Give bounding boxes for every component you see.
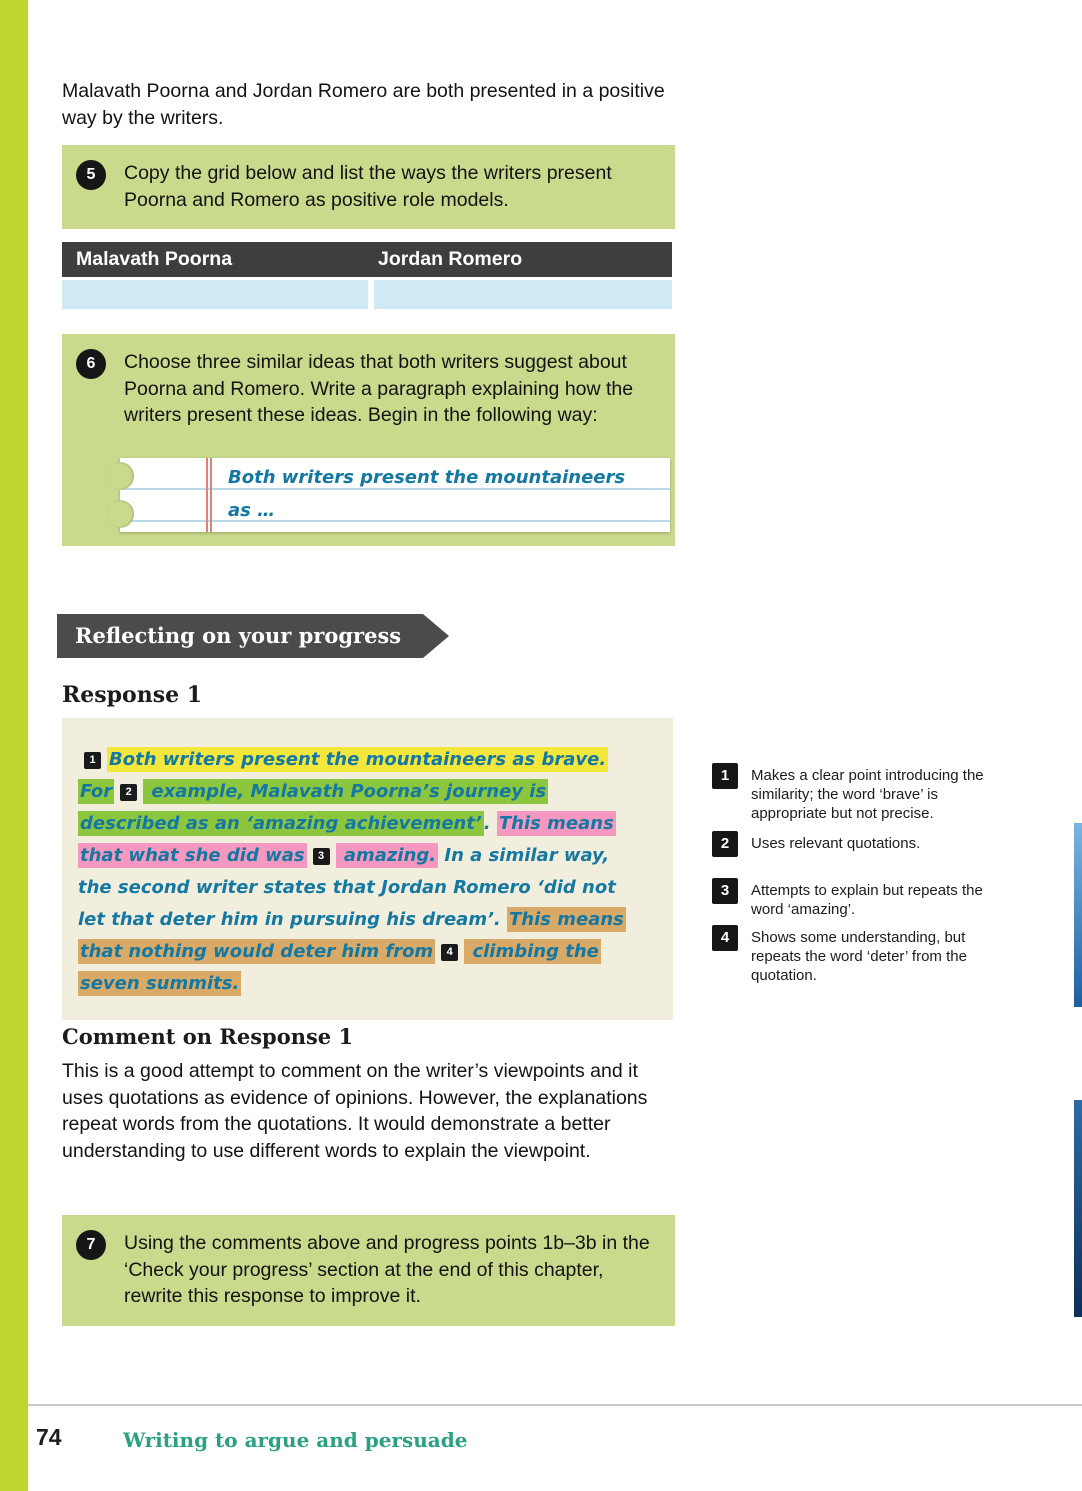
- chapter-footer-title: Writing to argue and persuade: [123, 1428, 468, 1452]
- comparison-grid-row: [62, 280, 672, 309]
- annotation-number-badge: 4: [712, 925, 738, 951]
- task-6-box: [62, 334, 675, 546]
- comparison-grid: [62, 242, 672, 309]
- grid-header-jordan-romero: Jordan Romero: [378, 248, 523, 270]
- notebook-sentence-starter: Both writers present the mountaineers as …: [228, 467, 626, 521]
- task-7-box: [62, 1215, 675, 1326]
- task-7-number-badge: 7: [76, 1230, 106, 1260]
- response-marker-1: 1: [84, 752, 101, 769]
- response-text-segment: In a similar way, the second writer states that Jordan Romero ‘did not let that deter him in pursuing his dream’.: [78, 845, 616, 930]
- annotation-number-badge: 2: [712, 831, 738, 857]
- comment-paragraph: This is a good attempt to comment on the writer’s viewpoints and it uses quotations as evidence of opinions. However, the explanations repeat words from the quotations. It would demonstrate a better understanding to use different words to explain the viewpoint.: [62, 1060, 648, 1162]
- response-text-segment: This means that what she did was: [80, 813, 614, 866]
- notebook-margin-line: [206, 458, 212, 532]
- torn-paper-notch: [106, 500, 134, 528]
- task-6-text: Choose three similar ideas that both writers suggest about Poorna and Romero. Write a paragraph explaining how the writers present these ideas. Begin in the following way:: [124, 351, 634, 426]
- page-spine-stripe: [0, 0, 28, 1491]
- grid-cell-poorna: [62, 280, 368, 309]
- response-1-heading: Response 1: [62, 682, 203, 708]
- response-text-segment: For: [80, 781, 113, 802]
- response-text-segment: climbing the seven summits.: [80, 941, 599, 994]
- grid-cell-romero: [374, 280, 672, 309]
- annotation-number-badge: 1: [712, 763, 738, 789]
- comment-heading: Comment on Response 1: [62, 1024, 354, 1049]
- annotation-number-badge: 3: [712, 878, 738, 904]
- response-marker-3: 3: [313, 848, 330, 865]
- response-marker-4: 4: [441, 944, 458, 961]
- response-1-text: [78, 744, 649, 1000]
- intro-paragraph: Malavath Poorna and Jordan Romero are both presented in a positive way by the writers.: [62, 80, 665, 129]
- annotation-1: [712, 763, 1003, 823]
- annotation-2: [712, 831, 1003, 857]
- response-text-segment: amazing.: [337, 845, 437, 866]
- task-5-text: Copy the grid below and list the ways the writers present Poorna and Romero as positive role models.: [124, 162, 612, 211]
- response-text-segment: example, Malavath Poorna’s journey is described as an ‘amazing achievement’: [80, 781, 547, 834]
- page-number: 74: [36, 1424, 62, 1450]
- annotation-text: Uses relevant quotations.: [751, 835, 921, 852]
- response-1-box: [62, 718, 673, 1020]
- response-text-segment: .: [483, 813, 497, 834]
- annotation-4: [712, 925, 1003, 985]
- response-marker-2: 2: [120, 784, 137, 801]
- grid-header-malavath-poorna: Malavath Poorna: [76, 248, 233, 270]
- page-edge-photo-strip: [1074, 1100, 1082, 1317]
- task-7-text: Using the comments above and progress points 1b–3b in the ‘Check your progress’ section at the end of this chapter, rewrite this response to improve it.: [124, 1232, 650, 1307]
- task-6-number-badge: 6: [76, 349, 106, 379]
- annotation-text: Attempts to explain but repeats the word ‘amazing’.: [751, 882, 983, 918]
- footer-divider: [28, 1404, 1082, 1406]
- page-edge-photo-strip: [1074, 823, 1082, 1007]
- task-5-number-badge: 5: [76, 160, 106, 190]
- annotation-column: [712, 763, 1012, 1023]
- comparison-grid-header: [62, 242, 672, 277]
- response-text-segment: Both writers present the mountaineers as brave.: [109, 749, 607, 770]
- notebook-paper: [120, 458, 670, 532]
- response-text-segment: This means that nothing would deter him from: [80, 909, 624, 962]
- reflecting-progress-banner: Reflecting on your progress: [57, 614, 423, 658]
- annotation-3: [712, 878, 1003, 919]
- torn-paper-notch: [106, 462, 134, 490]
- annotation-text: Shows some understanding, but repeats the word ‘deter’ from the quotation.: [751, 929, 967, 984]
- annotation-text: Makes a clear point introducing the similarity; the word ‘brave’ is appropriate but not precise.: [751, 767, 984, 822]
- task-5-box: [62, 145, 675, 229]
